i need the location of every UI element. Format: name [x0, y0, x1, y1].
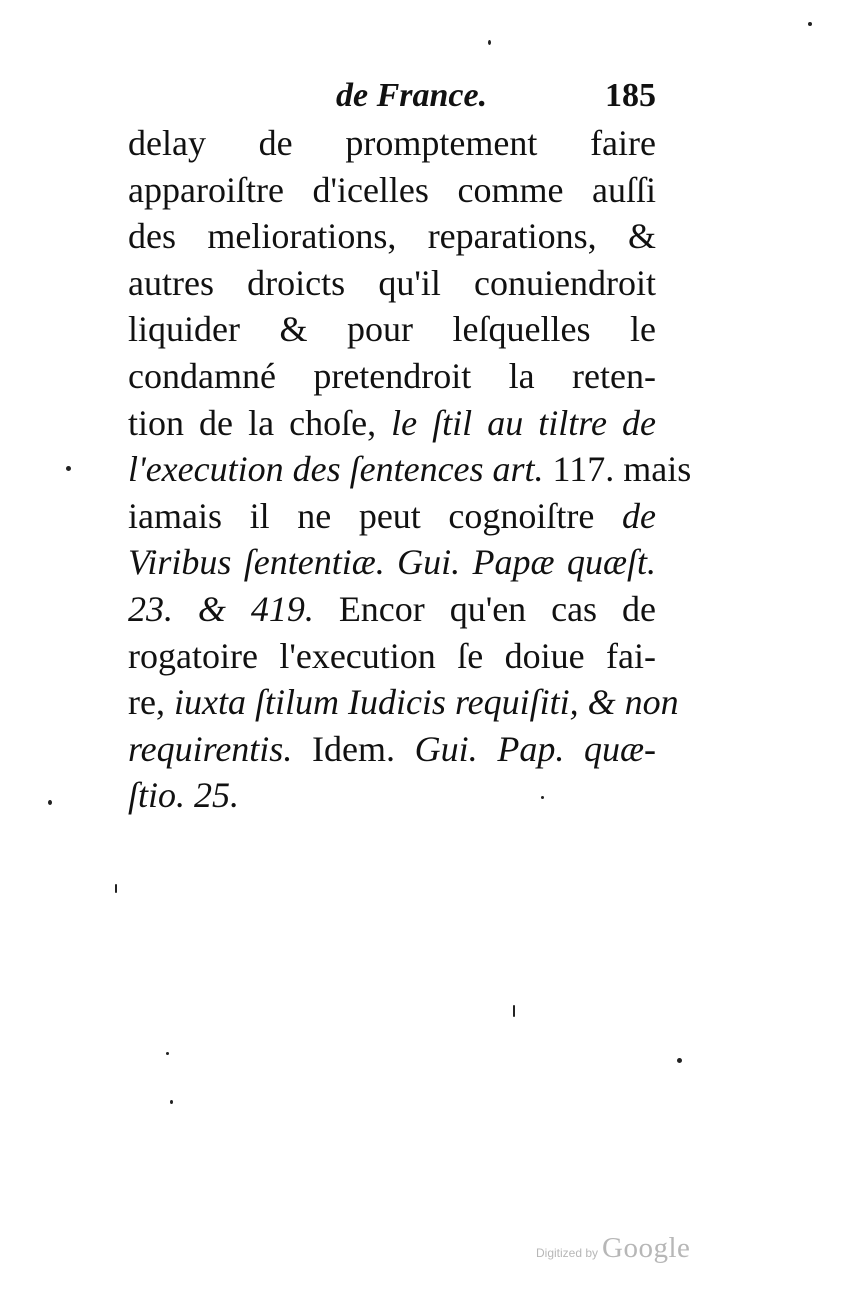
text-segment: 117. mais — [552, 449, 692, 490]
running-title: de France. — [336, 77, 488, 114]
text-line — [128, 772, 656, 819]
italic-text-segment: de — [622, 495, 656, 536]
text-segment: iamais il ne peut cognoiſtre — [128, 495, 623, 536]
text-line — [128, 306, 656, 353]
text-segment: re, — [128, 682, 174, 723]
text-line — [128, 400, 656, 447]
text-line — [128, 120, 656, 167]
paper-speck — [48, 800, 52, 805]
google-logo-text: Google — [602, 1232, 691, 1264]
text-line — [128, 446, 692, 493]
italic-text-segment: le ſtil au tiltre de — [391, 402, 656, 443]
italic-text-segment: Viribus ſententiæ. Gui. Papæ quæſt. — [128, 542, 656, 583]
italic-text-segment: l'execution des ſentences art. — [128, 449, 553, 490]
text-segment: des meliorations, reparations, & — [128, 216, 656, 257]
text-line — [128, 586, 656, 633]
text-line — [128, 260, 656, 307]
text-segment: Idem. — [312, 728, 415, 769]
paper-speck — [541, 796, 544, 799]
paper-speck — [677, 1058, 682, 1063]
text-segment: delay de promptement faire — [128, 123, 656, 163]
text-line — [128, 353, 656, 400]
paper-speck — [115, 884, 117, 893]
text-line — [128, 493, 656, 540]
text-line — [128, 167, 656, 214]
italic-text-segment: Gui. Pap. quæ- — [414, 728, 656, 769]
text-segment: rogatoire l'execution ſe doiue fai- — [128, 635, 656, 676]
paper-speck — [166, 1052, 169, 1055]
text-line — [128, 679, 679, 726]
paper-speck — [488, 40, 491, 45]
text-segment: autres droicts qu'il conuiendroit — [128, 262, 656, 303]
text-segment: condamné pretendroit la reten- — [128, 355, 656, 396]
italic-text-segment: iuxta ſtilum Iudicis requiſiti, & non — [173, 682, 679, 723]
italic-text-segment: ſtio. 25. — [128, 775, 240, 816]
text-line — [128, 213, 656, 260]
text-line — [128, 726, 656, 773]
text-line — [128, 539, 656, 586]
paper-speck — [66, 466, 71, 471]
text-segment: Encor qu'en cas de — [338, 588, 656, 629]
text-segment: apparoiſtre d'icelles comme auſſi — [128, 169, 656, 210]
paper-speck — [170, 1100, 173, 1104]
digitized-by-label: Digitized by — [536, 1246, 599, 1260]
paper-speck — [513, 1005, 515, 1017]
page-number: 185 — [605, 77, 656, 114]
text-segment: tion de la choſe, — [128, 402, 392, 443]
body-text — [128, 120, 692, 819]
italic-text-segment: requirentis. — [128, 728, 312, 769]
text-segment: liquider & pour leſquelles le — [128, 309, 656, 350]
digitization-watermark — [536, 1232, 690, 1272]
italic-text-segment: 23. & 419. — [128, 588, 339, 629]
text-line — [128, 633, 656, 680]
paper-speck — [808, 22, 812, 26]
running-head — [128, 74, 656, 118]
